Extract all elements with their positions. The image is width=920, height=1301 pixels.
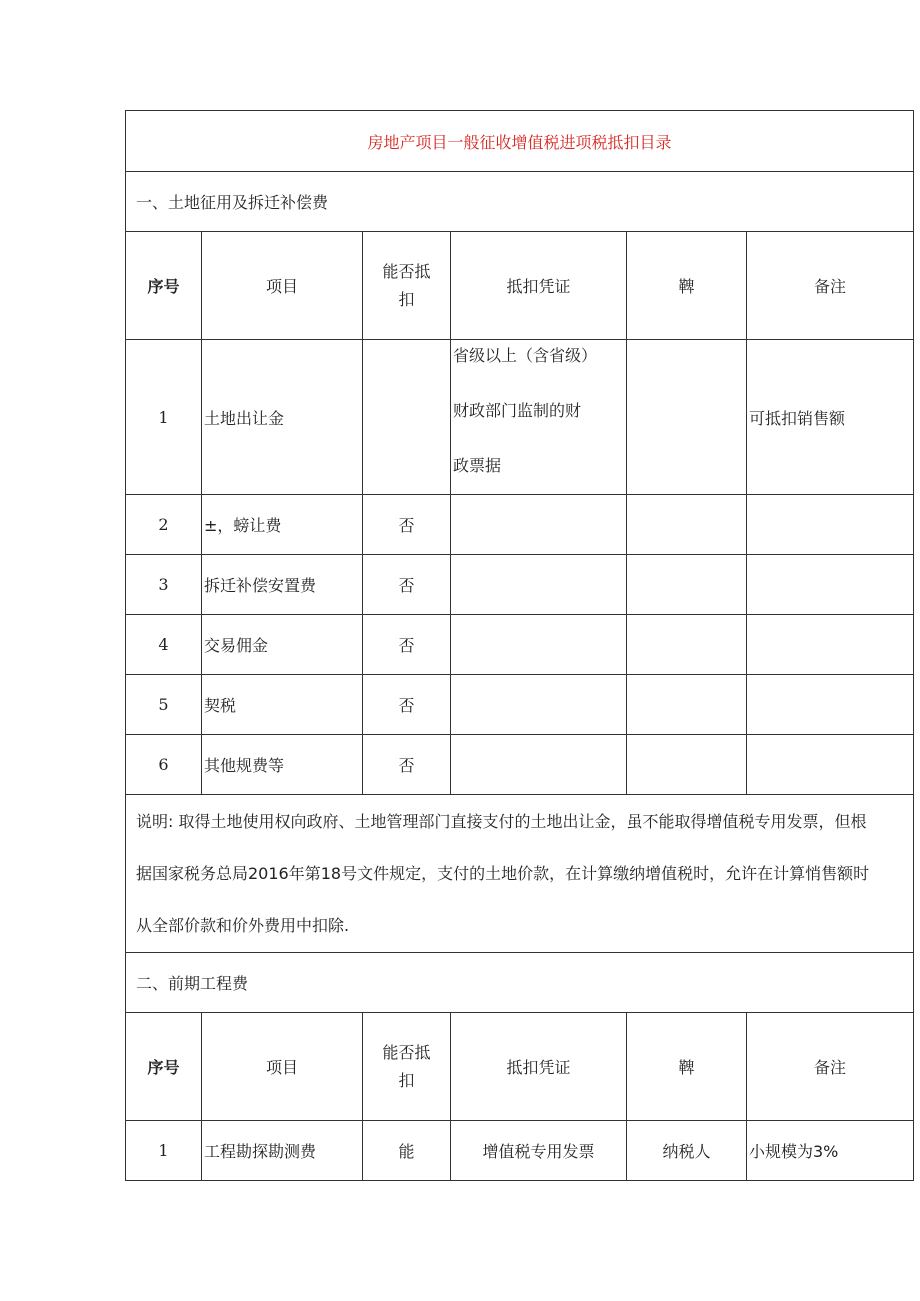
header-item: 项目 [202, 232, 363, 340]
note-line: 说明: 取得土地使用权向政府、土地管理部门直接支付的土地出让金，虽不能取得增值税专用发票，但根 [136, 812, 867, 831]
table-header-row [126, 1013, 914, 1121]
header-seq: 序号 [126, 1013, 202, 1121]
row-voucher [451, 675, 627, 735]
table-header-row [126, 232, 914, 340]
row-remark [747, 735, 914, 795]
row-voucher [451, 340, 627, 495]
row-item: ±，螃让费 [202, 495, 363, 555]
row-remark: 小规模为3% [747, 1121, 914, 1181]
row-voucher [451, 495, 627, 555]
row-no: 4 [126, 615, 202, 675]
voucher-line: 政票据 [453, 456, 502, 475]
header-rate: 鞞 [627, 232, 747, 340]
row-deductible [363, 340, 451, 495]
row-remark [747, 675, 914, 735]
header-deductible-line1: 能否抵 [382, 261, 431, 281]
table-row [126, 615, 914, 675]
row-voucher [451, 555, 627, 615]
note-line: 据国家税务总局2016年第18号文件规定，支付的土地价款，在计算缴纳增值税时，允许在计算悄售额时 [136, 864, 870, 883]
header-remark: 备注 [747, 232, 914, 340]
row-deductible: 否 [363, 615, 451, 675]
row-deductible: 能 [363, 1121, 451, 1181]
header-deductible [363, 1013, 451, 1121]
table-row [126, 735, 914, 795]
row-no: 6 [126, 735, 202, 795]
header-rate: 鞞 [627, 1013, 747, 1121]
row-rate [627, 495, 747, 555]
row-item: 拆迁补偿安置费 [202, 555, 363, 615]
header-deductible [363, 232, 451, 340]
row-item: 其他规费等 [202, 735, 363, 795]
row-no: 5 [126, 675, 202, 735]
header-voucher: 抵扣凭证 [451, 1013, 627, 1121]
row-remark: 可抵扣销售额 [747, 340, 914, 495]
table-row [126, 495, 914, 555]
row-rate [627, 340, 747, 495]
document-title: 房地产项目一般征收增值税进项税抵扣目录 [126, 111, 914, 172]
header-deductible-line1: 能否抵 [382, 1042, 431, 1062]
deduction-catalog-table [125, 110, 914, 1181]
row-no: 2 [126, 495, 202, 555]
header-seq: 序号 [126, 232, 202, 340]
table-row [126, 340, 914, 495]
row-item: 契税 [202, 675, 363, 735]
row-rate [627, 615, 747, 675]
row-item: 交易佣金 [202, 615, 363, 675]
row-item: 工程勘探勘测费 [202, 1121, 363, 1181]
row-item: 土地出让金 [202, 340, 363, 495]
row-no: 3 [126, 555, 202, 615]
row-deductible: 否 [363, 675, 451, 735]
row-remark [747, 495, 914, 555]
row-rate [627, 675, 747, 735]
header-deductible-line2: 扣 [398, 1070, 415, 1090]
row-voucher: 增值税专用发票 [451, 1121, 627, 1181]
table-row [126, 1121, 914, 1181]
row-rate [627, 735, 747, 795]
row-deductible: 否 [363, 735, 451, 795]
section-heading-preliminary: 二、前期工程费 [126, 953, 914, 1013]
row-no: 1 [126, 1121, 202, 1181]
header-item: 项目 [202, 1013, 363, 1121]
row-deductible: 否 [363, 495, 451, 555]
row-voucher [451, 615, 627, 675]
row-voucher [451, 735, 627, 795]
row-rate [627, 555, 747, 615]
row-remark [747, 615, 914, 675]
table-row [126, 555, 914, 615]
header-voucher: 抵扣凭证 [451, 232, 627, 340]
row-no: 1 [126, 340, 202, 495]
row-remark [747, 555, 914, 615]
note-line: 从全部价款和价外费用中扣除. [136, 916, 350, 935]
section-heading-land: 一、土地征用及拆迁补偿费 [126, 172, 914, 232]
section1-note [126, 795, 914, 953]
table-row [126, 675, 914, 735]
header-deductible-line2: 扣 [398, 289, 415, 309]
voucher-line: 财政部门监制的财 [453, 401, 582, 420]
row-rate: 纳税人 [627, 1121, 747, 1181]
row-deductible: 否 [363, 555, 451, 615]
header-remark: 备注 [747, 1013, 914, 1121]
voucher-line: 省级以上（含省级） [453, 346, 598, 365]
